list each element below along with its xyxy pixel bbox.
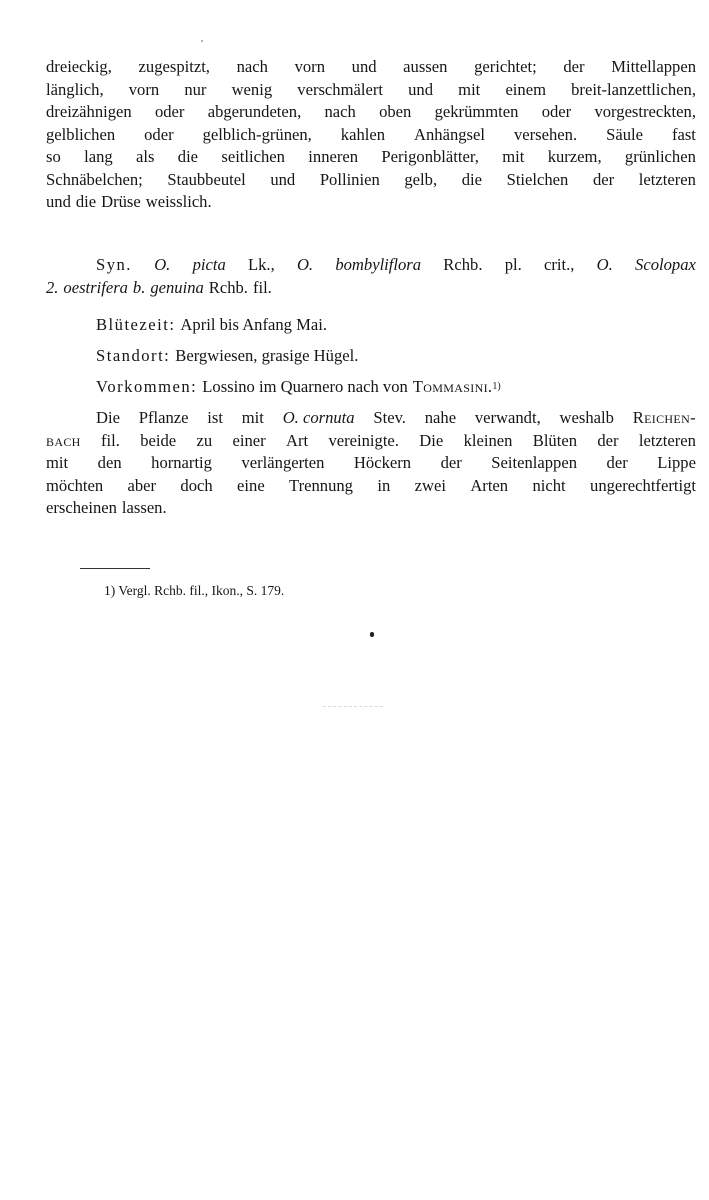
word: so <box>46 147 61 166</box>
species-name: O. cornuta <box>282 408 355 427</box>
word: gekrümmten <box>434 102 519 121</box>
text-line <box>46 475 696 498</box>
word: dreizähnigen <box>46 102 132 121</box>
word: einem <box>505 79 546 99</box>
word: als <box>136 147 155 166</box>
word: lang <box>84 147 113 166</box>
word: oder <box>154 102 185 121</box>
word: Stev. <box>373 408 406 427</box>
word: mit <box>241 408 264 427</box>
synonyms-section <box>46 254 696 299</box>
word: 2. <box>46 277 59 297</box>
text-line <box>46 314 696 337</box>
text-line <box>46 497 696 520</box>
author-name: bach <box>46 430 81 450</box>
word: vorn <box>294 57 325 76</box>
word: fil. <box>252 277 272 297</box>
footnote-divider <box>80 568 150 569</box>
occurrence-line <box>46 376 696 399</box>
discussion-paragraph <box>46 407 696 520</box>
word: und <box>408 79 434 99</box>
word: lassen. <box>121 498 167 517</box>
word: der <box>597 430 619 450</box>
word: Rchb. <box>208 277 248 297</box>
word: einer <box>232 430 266 450</box>
author-name: Reichen- <box>632 408 696 427</box>
word: breit-lanzettlichen, <box>571 79 696 99</box>
habitat-label: Standort: <box>96 346 171 365</box>
word: seitlichen <box>221 147 285 166</box>
word: nur <box>184 79 207 99</box>
footnote: 1) Vergl. Rchb. fil., Ikon., S. 179. <box>104 583 285 598</box>
word: der <box>563 57 585 76</box>
word: Anhängsel <box>414 124 485 144</box>
word: inneren <box>308 147 359 166</box>
word: länglich, <box>46 79 104 99</box>
word: kahlen <box>340 124 386 144</box>
text-line <box>46 452 696 475</box>
word: zwei <box>414 475 446 495</box>
word: gelblichen <box>46 124 116 144</box>
word: erscheinen <box>46 498 117 517</box>
word: und <box>46 192 71 211</box>
word: fil. <box>101 430 120 450</box>
flowering-time-line <box>46 314 696 337</box>
word: Scolopax <box>635 255 696 274</box>
text-line <box>46 169 696 192</box>
word: bombyliflora <box>335 255 422 274</box>
habitat-line <box>46 345 696 368</box>
text-line <box>46 407 696 430</box>
text-line <box>46 56 696 79</box>
synonyms-label: Syn. <box>96 255 132 274</box>
flowering-time-label: Blütezeit: <box>96 315 176 334</box>
word: Pollinien <box>319 169 380 189</box>
word: Trennung <box>289 475 353 495</box>
word: vorgestreckten, <box>594 102 696 121</box>
word: vereinigte. <box>328 430 399 450</box>
word: nach <box>324 102 356 121</box>
word: Lippe <box>657 453 696 472</box>
word: nahe <box>424 408 457 427</box>
word: Schnäbelchen; <box>46 169 143 189</box>
word: oder <box>144 124 174 144</box>
word: ungerechtfertigt <box>590 475 696 495</box>
text-line <box>46 277 696 300</box>
word: oder <box>541 102 572 121</box>
ink-mark <box>370 632 374 637</box>
word: ist <box>207 408 223 427</box>
word: verwandt, <box>474 408 541 427</box>
word: aber <box>127 475 157 495</box>
word: Stielchen <box>506 169 569 189</box>
occurrence-value: Lossino im Quarnero nach von <box>202 377 408 396</box>
text-line <box>46 254 696 277</box>
word: Perigonblätter, <box>381 147 479 166</box>
word: der <box>606 453 628 472</box>
word: Säule <box>606 124 643 144</box>
word: die <box>177 147 199 166</box>
word: Die <box>419 430 444 450</box>
word: Lk., <box>247 255 275 274</box>
habitat-value: Bergwiesen, grasige Hügel. <box>175 346 359 365</box>
text-line <box>46 191 696 214</box>
text-line <box>46 79 696 102</box>
word: gelb, <box>404 169 438 189</box>
word: die <box>461 169 482 189</box>
word: Rchb. <box>443 255 483 274</box>
footnote-reference: 1) <box>492 381 501 392</box>
occurrence-label: Vorkommen: <box>96 377 198 396</box>
word: abgerundeten, <box>207 102 302 121</box>
word: die <box>75 192 97 211</box>
text-line <box>46 124 696 147</box>
text-line <box>46 345 696 368</box>
speck-mark <box>201 40 203 42</box>
word: und <box>351 57 377 76</box>
author-name: Tommasini. <box>412 377 493 396</box>
word: vorn <box>128 79 160 99</box>
word: dreieckig, <box>46 57 112 76</box>
word: der <box>592 169 615 189</box>
word: Pflanze <box>138 408 189 427</box>
text-line <box>46 430 696 453</box>
faint-dashed-mark <box>323 706 383 707</box>
text-line <box>46 101 696 124</box>
word: fast <box>671 124 696 144</box>
word: Seitenlappen <box>491 453 578 472</box>
word: der <box>440 453 462 472</box>
word: aussen <box>403 57 448 76</box>
word: verschmälert <box>297 79 383 99</box>
word: pl. <box>504 255 522 274</box>
word: crit., <box>544 255 575 274</box>
word: weisslich. <box>145 192 212 211</box>
word: Staubbeutel <box>167 169 246 189</box>
word: mit <box>46 453 69 472</box>
word: Art <box>286 430 309 450</box>
word: in <box>377 475 391 495</box>
word: nach <box>236 57 268 76</box>
word: oben <box>379 102 412 121</box>
flowering-time-value: April bis Anfang Mai. <box>180 315 327 334</box>
word: den <box>97 453 122 472</box>
word: kurzem, <box>547 147 602 166</box>
word: doch <box>180 475 213 495</box>
description-paragraph <box>46 56 696 214</box>
word: b. <box>132 277 146 297</box>
word: letzteren <box>638 169 696 189</box>
word: beide <box>140 430 177 450</box>
word: zugespitzt, <box>138 57 210 76</box>
word: grünlichen <box>624 147 696 166</box>
word: nicht <box>532 475 566 495</box>
word: hornartig <box>151 453 212 472</box>
word: gelblich-grünen, <box>202 124 312 144</box>
word: wenig <box>231 79 273 99</box>
word: zu <box>196 430 213 450</box>
word: O. <box>296 255 314 274</box>
word: letzteren <box>638 430 696 450</box>
word: gerichtet; <box>474 57 537 76</box>
text-line <box>46 146 696 169</box>
word: verlängerten <box>241 453 325 472</box>
word: Höckern <box>353 453 412 472</box>
word: kleinen <box>463 430 513 450</box>
word: Arten <box>470 475 509 495</box>
word: mit <box>458 79 481 99</box>
word: mit <box>502 147 525 166</box>
word: Mittellappen <box>611 57 696 76</box>
word: picta <box>192 255 226 274</box>
text-line <box>46 376 696 399</box>
word: eine <box>237 475 265 495</box>
word: Blüten <box>532 430 577 450</box>
word: genuina <box>150 277 204 297</box>
word: und <box>270 169 296 189</box>
word: versehen. <box>513 124 578 144</box>
word: O. <box>154 255 171 274</box>
word: oestrifera <box>63 277 128 297</box>
word: O. <box>596 255 613 274</box>
word: Drüse <box>101 192 141 211</box>
word: Die <box>96 408 120 427</box>
word: weshalb <box>559 408 614 427</box>
word: möchten <box>46 475 104 495</box>
